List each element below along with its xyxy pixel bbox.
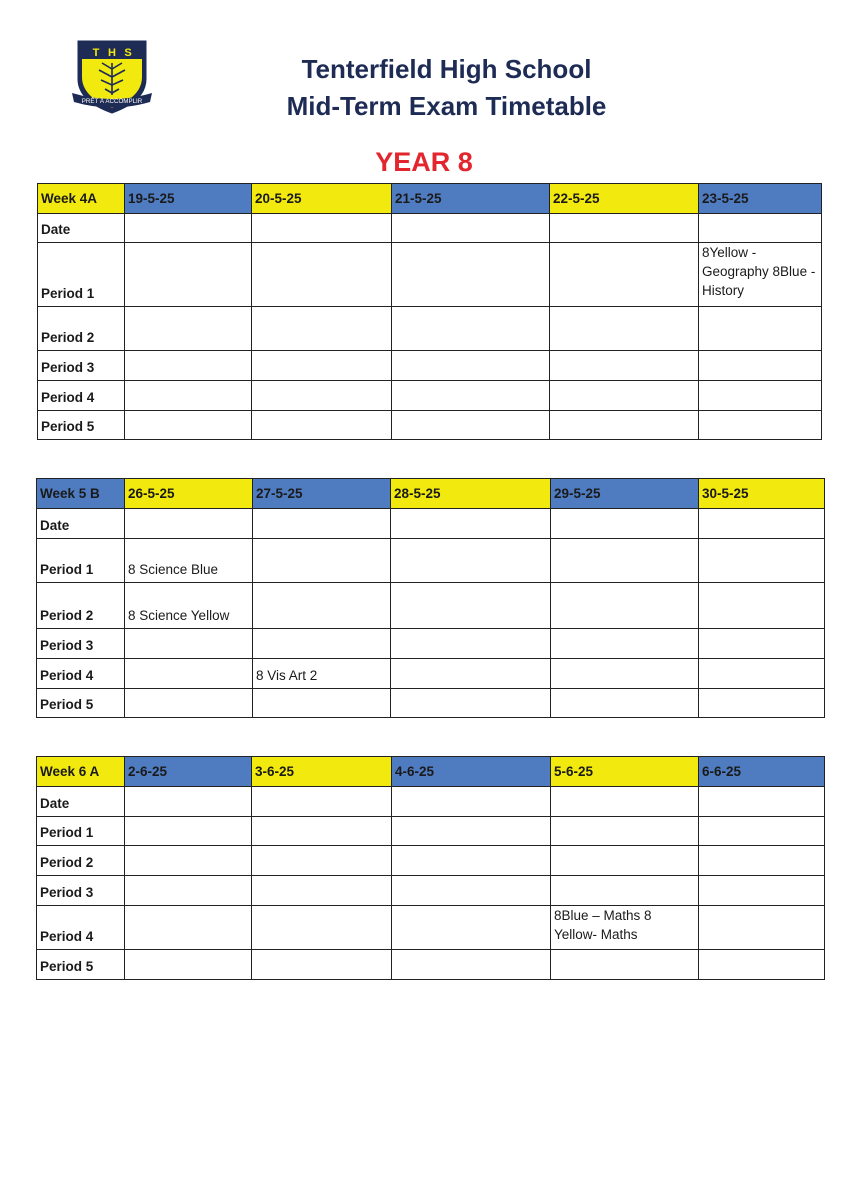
timetable-cell (392, 381, 550, 411)
row-label: Period 3 (37, 629, 125, 659)
timetable-cell (699, 214, 822, 243)
table-row (37, 509, 825, 539)
timetable-cell (392, 846, 551, 876)
timetable-cell (699, 411, 822, 440)
timetable-cell: 8 Vis Art 2 (253, 659, 391, 689)
timetable-cell (699, 689, 825, 718)
timetable-cell (125, 307, 252, 351)
date-header: 19-5-25 (125, 184, 252, 214)
timetable-cell (252, 351, 392, 381)
timetable-cell (125, 351, 252, 381)
timetable-cell: 8 Science Blue (125, 539, 253, 583)
timetable-cell (125, 381, 252, 411)
week-label: Week 5 B (37, 479, 125, 509)
table-row (38, 381, 822, 411)
timetable-cell (253, 583, 391, 629)
timetable-cell (392, 351, 550, 381)
timetable-cell (392, 906, 551, 950)
year-heading: YEAR 8 (375, 147, 473, 177)
date-header: 23-5-25 (699, 184, 822, 214)
timetable-cell (125, 817, 252, 846)
timetable-cell (391, 629, 551, 659)
week-label: Week 4A (38, 184, 125, 214)
timetable-cell (392, 787, 551, 817)
timetable-cell (699, 539, 825, 583)
timetable-cell (391, 583, 551, 629)
row-label: Period 3 (38, 351, 125, 381)
timetable-cell (391, 539, 551, 583)
row-label: Period 1 (37, 817, 125, 846)
timetable-cell (551, 629, 699, 659)
timetable-cell (550, 351, 699, 381)
table-row (37, 787, 825, 817)
timetable-cell (125, 214, 252, 243)
timetable-cell (252, 307, 392, 351)
row-label: Period 5 (38, 411, 125, 440)
date-header: 21-5-25 (392, 184, 550, 214)
timetable-cell (252, 876, 392, 906)
timetable-cell (550, 214, 699, 243)
timetable-cell (550, 381, 699, 411)
date-header: 29-5-25 (551, 479, 699, 509)
crest-initial-s: S (124, 47, 132, 59)
week-header-row (38, 184, 822, 214)
row-label: Period 2 (37, 846, 125, 876)
date-header: 28-5-25 (391, 479, 551, 509)
row-label: Period 3 (37, 876, 125, 906)
row-label: Period 1 (38, 243, 125, 307)
row-label: Period 2 (37, 583, 125, 629)
crest-initial-t: T (92, 47, 100, 59)
timetable-cell (551, 583, 699, 629)
timetable-cell (551, 659, 699, 689)
table-row (37, 689, 825, 718)
timetable-cell (699, 629, 825, 659)
timetable-cell (550, 411, 699, 440)
timetable-cell (252, 411, 392, 440)
timetable-cell (392, 950, 551, 980)
table-row (37, 583, 825, 629)
timetable-cell: 8Blue – Maths 8 Yellow- Maths (551, 906, 699, 950)
table-row (38, 243, 822, 307)
row-label: Period 5 (37, 950, 125, 980)
timetable-cell (392, 411, 550, 440)
timetable-cell (125, 243, 252, 307)
timetable-cell (252, 817, 392, 846)
timetable-cell (699, 381, 822, 411)
row-label: Period 2 (38, 307, 125, 351)
table-row (37, 846, 825, 876)
timetable-cell (699, 307, 822, 351)
timetable-cell (551, 539, 699, 583)
timetable-cell (125, 950, 252, 980)
date-header: 27-5-25 (253, 479, 391, 509)
timetable-cell: 8 Science Yellow (125, 583, 253, 629)
week-label: Week 6 A (37, 757, 125, 787)
row-label: Period 4 (37, 659, 125, 689)
timetable-cell (550, 307, 699, 351)
timetable-cell (699, 787, 825, 817)
date-header: 20-5-25 (252, 184, 392, 214)
timetable-cell (391, 509, 551, 539)
timetable-cell (551, 876, 699, 906)
table-row (38, 307, 822, 351)
timetable-cell (699, 817, 825, 846)
timetable-cell (699, 659, 825, 689)
timetable-cell (125, 659, 253, 689)
timetable-cell (551, 509, 699, 539)
row-label: Date (38, 214, 125, 243)
date-header: 4-6-25 (392, 757, 551, 787)
table-row (38, 214, 822, 243)
timetable-cell (699, 583, 825, 629)
timetable-cell (252, 381, 392, 411)
timetable-cell (125, 689, 253, 718)
timetable-cell (253, 629, 391, 659)
week-header-row (37, 479, 825, 509)
row-label: Period 4 (37, 906, 125, 950)
date-header: 26-5-25 (125, 479, 253, 509)
timetable-cell (699, 509, 825, 539)
timetable-cell (252, 950, 392, 980)
timetable-cell (253, 539, 391, 583)
timetable-cell (551, 950, 699, 980)
date-header: 5-6-25 (551, 757, 699, 787)
table-row (37, 817, 825, 846)
timetable-cell (551, 689, 699, 718)
date-header: 3-6-25 (252, 757, 392, 787)
timetable-cell (252, 846, 392, 876)
timetable-cell (252, 787, 392, 817)
timetable-cell (699, 846, 825, 876)
timetable-cell (252, 214, 392, 243)
table-row (37, 950, 825, 980)
timetable-cell (125, 411, 252, 440)
timetable-cell (392, 214, 550, 243)
timetable-cell (699, 906, 825, 950)
page-title-school: Tenterfield High School (301, 54, 592, 84)
timetable-cell (392, 817, 551, 846)
timetable-cell (125, 906, 252, 950)
table-row (37, 876, 825, 906)
timetable-cell (391, 659, 551, 689)
timetable-cell (125, 876, 252, 906)
timetable-cell (551, 787, 699, 817)
timetable-cell (392, 876, 551, 906)
page-title-timetable: Mid-Term Exam Timetable (286, 91, 607, 121)
week-header-row (37, 757, 825, 787)
timetable-cell (699, 876, 825, 906)
timetable-cell (392, 243, 550, 307)
timetable-cell (252, 906, 392, 950)
table-row (38, 351, 822, 381)
timetable-cell: 8Yellow - Geography 8Blue - History (699, 243, 822, 307)
timetable-cell (699, 351, 822, 381)
timetable-cell (253, 689, 391, 718)
week-6a-table (36, 756, 825, 980)
row-label: Period 4 (38, 381, 125, 411)
timetable-cell (125, 509, 253, 539)
table-row (38, 411, 822, 440)
table-row (37, 629, 825, 659)
timetable-cell (551, 817, 699, 846)
row-label: Date (37, 787, 125, 817)
crest-motto: PRÊT À ACCOMPLIR (81, 98, 143, 105)
date-header: 2-6-25 (125, 757, 252, 787)
table-row (37, 539, 825, 583)
timetable-cell (125, 846, 252, 876)
week-5b-table (36, 478, 825, 718)
date-header: 30-5-25 (699, 479, 825, 509)
timetable-cell (252, 243, 392, 307)
timetable-cell (699, 950, 825, 980)
crest-initial-h: H (108, 47, 116, 59)
week-4a-table (37, 183, 822, 440)
timetable-cell (125, 787, 252, 817)
date-header: 6-6-25 (699, 757, 825, 787)
timetable-cell (392, 307, 550, 351)
row-label: Period 1 (37, 539, 125, 583)
table-row (37, 659, 825, 689)
timetable-cell (125, 629, 253, 659)
timetable-cell (253, 509, 391, 539)
row-label: Date (37, 509, 125, 539)
table-row (37, 906, 825, 950)
row-label: Period 5 (37, 689, 125, 718)
timetable-cell (550, 243, 699, 307)
date-header: 22-5-25 (550, 184, 699, 214)
timetable-cell (551, 846, 699, 876)
timetable-cell (391, 689, 551, 718)
